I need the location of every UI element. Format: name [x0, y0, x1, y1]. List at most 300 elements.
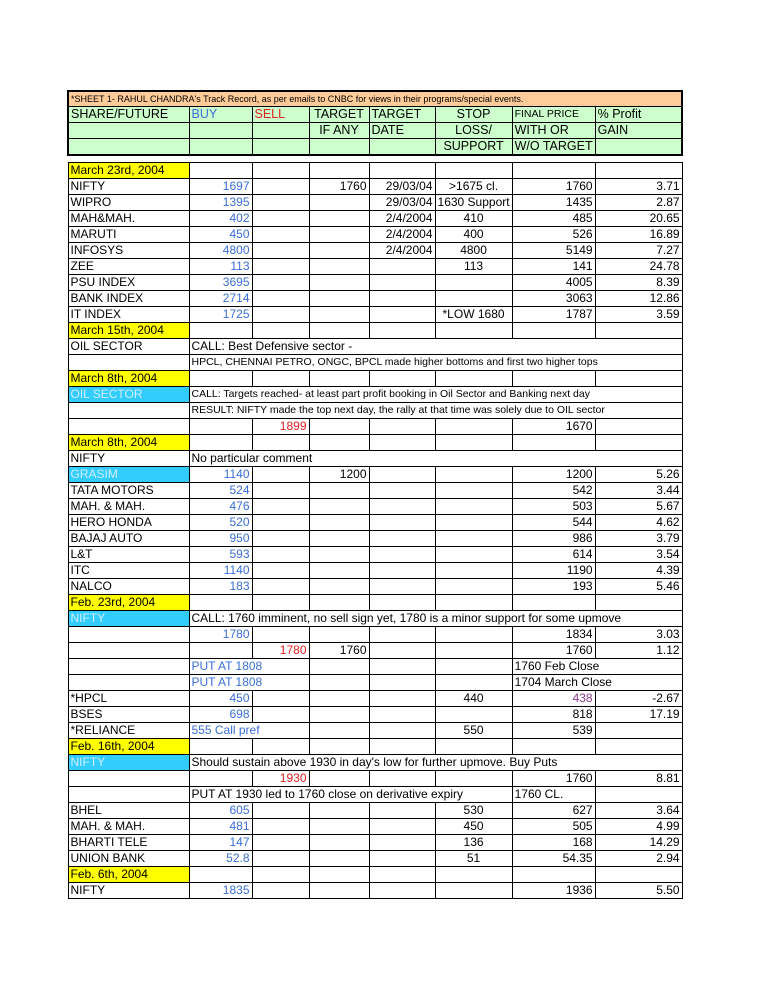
- stop-loss: [435, 659, 512, 675]
- date-label: March 15th, 2004: [68, 323, 189, 339]
- date-row: [68, 867, 682, 883]
- target-date: 29/03/04: [369, 195, 435, 211]
- sell-price: [252, 819, 309, 835]
- target-date: [369, 659, 435, 675]
- stop-loss: 450: [435, 819, 512, 835]
- buy-price: 605: [189, 803, 252, 819]
- target-date: [369, 563, 435, 579]
- buy-price: [189, 643, 252, 659]
- target-date: 2/4/2004: [369, 243, 435, 259]
- table-row: [68, 851, 682, 867]
- sell-price: [252, 243, 309, 259]
- target-date: [369, 531, 435, 547]
- target-price: [309, 851, 369, 867]
- target-date: [369, 307, 435, 323]
- header-stop: STOP: [435, 107, 512, 123]
- final-price: 54.35: [512, 851, 595, 867]
- table-row: [68, 451, 682, 467]
- target-date: [369, 883, 435, 899]
- header-profit: % Profit: [595, 107, 682, 123]
- table-row: [68, 291, 682, 307]
- sell-price: [252, 835, 309, 851]
- share-name: [68, 675, 189, 691]
- sell-price: 1899: [252, 419, 309, 435]
- final-price: 4005: [512, 275, 595, 291]
- buy-price: 476: [189, 499, 252, 515]
- stop-loss: [435, 547, 512, 563]
- header-stop-sub2: SUPPORT: [435, 139, 512, 156]
- call-note: No particular comment: [189, 451, 682, 467]
- buy-price: 1697: [189, 179, 252, 195]
- header-final-sub2: W/O TARGET: [512, 139, 595, 156]
- buy-price: 183: [189, 579, 252, 595]
- share-name: BAJAJ AUTO: [68, 531, 189, 547]
- stop-loss: [435, 627, 512, 643]
- stop-loss: [435, 771, 512, 787]
- target-date: [369, 579, 435, 595]
- target-date: [369, 515, 435, 531]
- buy-price: 1395: [189, 195, 252, 211]
- final-price: 1200: [512, 467, 595, 483]
- final-price: 1760: [512, 771, 595, 787]
- table-row: [68, 211, 682, 227]
- sell-price: [252, 275, 309, 291]
- profit-pct: 8.81: [595, 771, 682, 787]
- call-note: Should sustain above 1930 in day's low for further upmove. Buy Puts: [189, 755, 682, 771]
- table-row: [68, 675, 682, 691]
- profit-pct: 24.78: [595, 259, 682, 275]
- final-price: 614: [512, 547, 595, 563]
- profit-pct: 14.29: [595, 835, 682, 851]
- share-name: MAH. & MAH.: [68, 819, 189, 835]
- stop-loss: [435, 643, 512, 659]
- stop-loss: 1630 Support: [435, 195, 512, 211]
- table-row: [68, 403, 682, 419]
- table-row: [68, 355, 682, 371]
- profit-pct: 4.39: [595, 563, 682, 579]
- table-row: [68, 707, 682, 723]
- header-target: TARGET: [309, 107, 369, 123]
- table-row: [68, 307, 682, 323]
- date-label: Feb. 16th, 2004: [68, 739, 189, 755]
- target-date: [369, 483, 435, 499]
- share-name: NIFTY: [68, 611, 189, 627]
- share-name: TATA MOTORS: [68, 483, 189, 499]
- target-date: [369, 707, 435, 723]
- target-price: [309, 675, 369, 691]
- target-price: [309, 419, 369, 435]
- sell-price: [252, 195, 309, 211]
- profit-pct: 2.87: [595, 195, 682, 211]
- target-date: [369, 771, 435, 787]
- final-price: 505: [512, 819, 595, 835]
- target-price: [309, 307, 369, 323]
- stop-loss: >1675 cl.: [435, 179, 512, 195]
- buy-price: 593: [189, 547, 252, 563]
- date-row: [68, 163, 682, 179]
- buy-price: 402: [189, 211, 252, 227]
- share-name: NALCO: [68, 579, 189, 595]
- buy-note: PUT AT 1808: [189, 659, 309, 675]
- share-name: [68, 771, 189, 787]
- share-name: [68, 643, 189, 659]
- target-date: [369, 691, 435, 707]
- profit-pct: -2.67: [595, 691, 682, 707]
- header-share: SHARE/FUTURE: [68, 107, 189, 123]
- sell-price: [252, 531, 309, 547]
- target-price: [309, 211, 369, 227]
- final-note: 1760 CL.: [512, 787, 595, 803]
- target-price: [309, 627, 369, 643]
- date-label: March 8th, 2004: [68, 371, 189, 387]
- table-row: [68, 691, 682, 707]
- table-row: [68, 227, 682, 243]
- share-name: MARUTI: [68, 227, 189, 243]
- call-note: CALL: Best Defensive sector -: [189, 339, 682, 355]
- final-price: 485: [512, 211, 595, 227]
- sell-price: [252, 483, 309, 499]
- target-price: [309, 835, 369, 851]
- profit-pct: 4.99: [595, 819, 682, 835]
- share-name: [68, 659, 189, 675]
- table-row: [68, 419, 682, 435]
- target-price: [309, 531, 369, 547]
- target-price: [309, 563, 369, 579]
- profit-pct: [595, 723, 682, 739]
- target-date: [369, 723, 435, 739]
- target-date: [369, 835, 435, 851]
- table-row: [68, 259, 682, 275]
- buy-price: 1725: [189, 307, 252, 323]
- table-row: [68, 643, 682, 659]
- stop-loss: [435, 419, 512, 435]
- final-price: 627: [512, 803, 595, 819]
- stop-loss: [435, 563, 512, 579]
- profit-pct: 17.19: [595, 707, 682, 723]
- table-row: [68, 563, 682, 579]
- share-name: L&T: [68, 547, 189, 563]
- stop-loss: 4800: [435, 243, 512, 259]
- stop-loss: 410: [435, 211, 512, 227]
- target-price: [309, 659, 369, 675]
- profit-pct: 16.89: [595, 227, 682, 243]
- sell-price: [252, 179, 309, 195]
- buy-note: 555 Call pref: [189, 723, 309, 739]
- buy-price: 698: [189, 707, 252, 723]
- share-name: OIL SECTOR: [68, 387, 189, 403]
- sell-price: [252, 851, 309, 867]
- stop-loss: 530: [435, 803, 512, 819]
- stop-loss: 400: [435, 227, 512, 243]
- stop-loss: 51: [435, 851, 512, 867]
- share-name: GRASIM: [68, 467, 189, 483]
- stop-loss: *LOW 1680: [435, 307, 512, 323]
- table-row: [68, 515, 682, 531]
- final-note: 1704 March Close: [512, 675, 682, 691]
- final-price: 3063: [512, 291, 595, 307]
- table-row: [68, 755, 682, 771]
- table-row: [68, 771, 682, 787]
- table-row: [68, 243, 682, 259]
- stop-loss: [435, 675, 512, 691]
- table-row: [68, 387, 682, 403]
- header-profit-sub: GAIN: [595, 123, 682, 139]
- profit-pct: 5.46: [595, 579, 682, 595]
- target-price: 1200: [309, 467, 369, 483]
- buy-price: 520: [189, 515, 252, 531]
- buy-price: 450: [189, 227, 252, 243]
- target-price: [309, 579, 369, 595]
- sell-price: [252, 307, 309, 323]
- header-final: FINAL PRICE: [512, 107, 595, 123]
- final-price: 141: [512, 259, 595, 275]
- target-price: [309, 515, 369, 531]
- header-stop-sub: LOSS/: [435, 123, 512, 139]
- target-date: 2/4/2004: [369, 227, 435, 243]
- final-price: 1670: [512, 419, 595, 435]
- share-name: PSU INDEX: [68, 275, 189, 291]
- share-name: BSES: [68, 707, 189, 723]
- final-price: 986: [512, 531, 595, 547]
- date-label: March 23rd, 2004: [68, 163, 189, 179]
- table-row: [68, 195, 682, 211]
- header-target-sub: IF ANY: [309, 123, 369, 139]
- share-name: BHARTI TELE: [68, 835, 189, 851]
- table-row: [68, 627, 682, 643]
- buy-price: 2714: [189, 291, 252, 307]
- sell-price: [252, 259, 309, 275]
- profit-pct: 5.50: [595, 883, 682, 899]
- final-price: 526: [512, 227, 595, 243]
- final-price: 818: [512, 707, 595, 723]
- table-row: [68, 467, 682, 483]
- target-price: [309, 227, 369, 243]
- buy-price: 52.8: [189, 851, 252, 867]
- profit-pct: 3.54: [595, 547, 682, 563]
- buy-price: 147: [189, 835, 252, 851]
- final-price: 1787: [512, 307, 595, 323]
- target-date: [369, 275, 435, 291]
- target-price: [309, 819, 369, 835]
- share-name: BHEL: [68, 803, 189, 819]
- target-date: [369, 819, 435, 835]
- sell-price: 1930: [252, 771, 309, 787]
- profit-pct: 3.71: [595, 179, 682, 195]
- profit-pct: 3.59: [595, 307, 682, 323]
- spreadsheet: [67, 90, 683, 899]
- sell-price: [252, 883, 309, 899]
- stop-loss: 113: [435, 259, 512, 275]
- buy-price: 113: [189, 259, 252, 275]
- target-date: [369, 675, 435, 691]
- target-date: [369, 467, 435, 483]
- final-price: 544: [512, 515, 595, 531]
- date-row: [68, 323, 682, 339]
- table-row: [68, 787, 682, 803]
- stop-loss: 440: [435, 691, 512, 707]
- share-name: [68, 627, 189, 643]
- date-row: [68, 435, 682, 451]
- stop-loss: [435, 275, 512, 291]
- sell-price: [252, 691, 309, 707]
- sell-price: [252, 291, 309, 307]
- stop-loss: [435, 483, 512, 499]
- sheet-title: *SHEET 1- RAHUL CHANDRA's Track Record, as per emails to CNBC for views in their programs/special events.: [68, 91, 682, 107]
- stop-loss: [435, 291, 512, 307]
- header-target-date: TARGET: [369, 107, 435, 123]
- share-name: *RELIANCE: [68, 723, 189, 739]
- final-price: 542: [512, 483, 595, 499]
- sell-price: [252, 627, 309, 643]
- final-price: 539: [512, 723, 595, 739]
- target-date: [369, 851, 435, 867]
- target-date: [369, 259, 435, 275]
- stop-loss: [435, 467, 512, 483]
- share-name: NIFTY: [68, 451, 189, 467]
- share-name: UNION BANK: [68, 851, 189, 867]
- buy-price: [189, 419, 252, 435]
- profit-pct: 5.67: [595, 499, 682, 515]
- profit-pct: 3.03: [595, 627, 682, 643]
- target-price: [309, 691, 369, 707]
- profit-pct: 1.12: [595, 643, 682, 659]
- target-price: [309, 499, 369, 515]
- final-price: 168: [512, 835, 595, 851]
- sell-price: [252, 227, 309, 243]
- share-name: NIFTY: [68, 755, 189, 771]
- buy-price: 950: [189, 531, 252, 547]
- sell-price: [252, 579, 309, 595]
- buy-note: PUT AT 1808: [189, 675, 309, 691]
- table-row: [68, 611, 682, 627]
- table-row: [68, 723, 682, 739]
- buy-price: 1140: [189, 563, 252, 579]
- share-name: [68, 403, 189, 419]
- profit-pct: 2.94: [595, 851, 682, 867]
- header-target-date-sub: DATE: [369, 123, 435, 139]
- final-price: 438: [512, 691, 595, 707]
- target-date: [369, 419, 435, 435]
- profit-pct: 3.44: [595, 483, 682, 499]
- target-price: 1760: [309, 643, 369, 659]
- target-price: [309, 275, 369, 291]
- stop-loss: [435, 515, 512, 531]
- buy-price: 3695: [189, 275, 252, 291]
- call-note: PUT AT 1930 led to 1760 close on derivative expiry: [189, 787, 512, 803]
- profit-pct: 7.27: [595, 243, 682, 259]
- final-price: 5149: [512, 243, 595, 259]
- share-name: BANK INDEX: [68, 291, 189, 307]
- profit-pct: 3.79: [595, 531, 682, 547]
- stop-loss: 550: [435, 723, 512, 739]
- table-row: [68, 499, 682, 515]
- profit-pct: 5.26: [595, 467, 682, 483]
- table-row: [68, 579, 682, 595]
- final-price: 1834: [512, 627, 595, 643]
- call-note: RESULT: NIFTY made the top next day, the rally at that time was solely due to OIL sector: [189, 403, 682, 419]
- table-row: [68, 483, 682, 499]
- final-price: 1760: [512, 643, 595, 659]
- table-row: [68, 275, 682, 291]
- buy-price: 450: [189, 691, 252, 707]
- sell-price: [252, 707, 309, 723]
- date-row: [68, 371, 682, 387]
- call-note: HPCL, CHENNAI PETRO, ONGC, BPCL made higher bottoms and first two higher tops: [189, 355, 682, 371]
- date-row: [68, 595, 682, 611]
- share-name: HERO HONDA: [68, 515, 189, 531]
- date-label: March 8th, 2004: [68, 435, 189, 451]
- stop-loss: [435, 579, 512, 595]
- target-price: [309, 803, 369, 819]
- final-price: 503: [512, 499, 595, 515]
- buy-price: 1140: [189, 467, 252, 483]
- target-price: [309, 291, 369, 307]
- table-row: [68, 339, 682, 355]
- share-name: [68, 787, 189, 803]
- target-date: 2/4/2004: [369, 211, 435, 227]
- table-row: [68, 803, 682, 819]
- table-row: [68, 835, 682, 851]
- share-name: [68, 419, 189, 435]
- date-label: Feb. 6th, 2004: [68, 867, 189, 883]
- share-name: ITC: [68, 563, 189, 579]
- track-record-table: [67, 90, 683, 899]
- table-row: [68, 179, 682, 195]
- stop-loss: [435, 531, 512, 547]
- target-date: [369, 643, 435, 659]
- target-price: [309, 883, 369, 899]
- call-note: CALL: Targets reached- at least part profit booking in Oil Sector and Banking next day: [189, 387, 682, 403]
- final-price: 1936: [512, 883, 595, 899]
- target-date: 29/03/04: [369, 179, 435, 195]
- share-name: INFOSYS: [68, 243, 189, 259]
- share-name: OIL SECTOR: [68, 339, 189, 355]
- target-date: [369, 291, 435, 307]
- sell-price: 1780: [252, 643, 309, 659]
- profit-pct: 12.86: [595, 291, 682, 307]
- final-price: 1760: [512, 179, 595, 195]
- header-buy: BUY: [189, 107, 252, 123]
- stop-loss: [435, 707, 512, 723]
- target-price: [309, 771, 369, 787]
- table-row: [68, 659, 682, 675]
- table-row: [68, 883, 682, 899]
- stop-loss: 136: [435, 835, 512, 851]
- buy-price: [189, 771, 252, 787]
- final-price: 193: [512, 579, 595, 595]
- sell-price: [252, 467, 309, 483]
- table-row: [68, 531, 682, 547]
- header-final-sub: WITH OR: [512, 123, 595, 139]
- stop-loss: [435, 499, 512, 515]
- buy-price: 1780: [189, 627, 252, 643]
- share-name: NIFTY: [68, 179, 189, 195]
- buy-price: 1835: [189, 883, 252, 899]
- target-date: [369, 547, 435, 563]
- table-row: [68, 819, 682, 835]
- sell-price: [252, 515, 309, 531]
- target-date: [369, 499, 435, 515]
- profit-pct: 8.39: [595, 275, 682, 291]
- target-price: [309, 195, 369, 211]
- sell-price: [252, 563, 309, 579]
- target-price: 1760: [309, 179, 369, 195]
- share-name: MAH&MAH.: [68, 211, 189, 227]
- buy-price: 4800: [189, 243, 252, 259]
- profit-pct: 4.62: [595, 515, 682, 531]
- profit-pct: 20.65: [595, 211, 682, 227]
- stop-loss: [435, 883, 512, 899]
